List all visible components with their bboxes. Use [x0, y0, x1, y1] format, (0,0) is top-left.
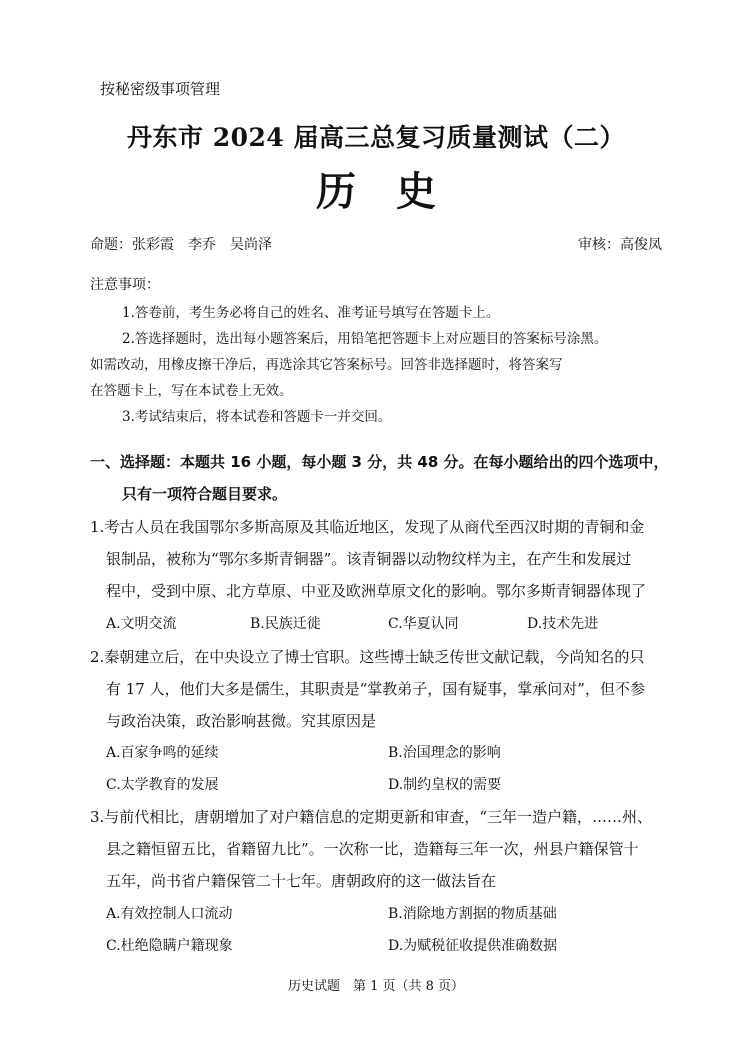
notice-heading: 注意事项： — [90, 277, 160, 293]
question-line: 1.考古人员在我国鄂尔多斯高原及其临近地区，发现了从商代至西汉时期的青铜和金 — [90, 518, 645, 536]
exam-title: 丹东市 2024 届高三总复习质量测试（二） — [127, 123, 625, 152]
option-d: D.技术先进 — [527, 616, 599, 632]
option-b: B.民族迁徙 — [250, 616, 321, 632]
option-c: C.华夏认同 — [388, 616, 459, 632]
question-line: 县之籍恒留五比，省籍留九比”。一次称一比，造籍每三年一次，州县户籍保管十 — [106, 840, 639, 858]
option-a: A.文明交流 — [106, 616, 177, 632]
option-d: D.为赋税征收提供准确数据 — [388, 938, 558, 954]
reviewer: 审核：高俊凤 — [578, 237, 662, 253]
option-b: B.消除地方割据的物质基础 — [388, 906, 557, 922]
subject-title: 历史 — [316, 168, 476, 215]
secrecy-label: 按秘密级事项管理 — [100, 80, 221, 98]
question-line: 与政治决策，政治影响甚微。究其原因是 — [106, 712, 377, 730]
section-heading-cont: 只有一项符合题目要求。 — [122, 485, 288, 503]
question-line: 程中，受到中原、北方草原、中亚及欧洲草原文化的影响。鄂尔多斯青铜器体现了 — [106, 582, 647, 600]
option-b: B.治国理念的影响 — [388, 745, 501, 761]
option-a: A.有效控制人口流动 — [106, 906, 233, 922]
notice-line: 在答题卡上，写在本试卷上无效。 — [90, 383, 293, 399]
option-c: C.太学教育的发展 — [106, 777, 219, 793]
notice-line: 3.考试结束后，将本试卷和答题卡一并交回。 — [122, 409, 392, 425]
question-line: 有 17 人，他们大多是儒生，其职责是“掌教弟子，国有疑事，掌承问对”，但不参 — [106, 680, 645, 698]
question-line: 银制品，被称为“鄂尔多斯青铜器”。该青铜器以动物纹样为主，在产生和发展过 — [106, 550, 632, 568]
option-c: C.杜绝隐瞒户籍现象 — [106, 938, 233, 954]
authors: 命题：张彩霞 李乔 吴尚泽 — [90, 237, 272, 253]
notice-line: 1.答卷前，考生务必将自己的姓名、准考证号填写在答题卡上。 — [122, 305, 500, 321]
question-line: 2.秦朝建立后，在中央设立了博士官职。这些博士缺乏传世文献记载，今尚知名的只 — [90, 648, 645, 666]
option-d: D.制约皇权的需要 — [388, 777, 502, 793]
notice-line: 如需改动，用橡皮擦干净后，再选涂其它答案标号。回答非选择题时，将答案写 — [90, 357, 563, 373]
option-a: A.百家争鸣的延续 — [106, 745, 219, 761]
section-heading: 一、选择题：本题共 16 小题，每小题 3 分，共 48 分。在每小题给出的四个选项中， — [90, 453, 669, 471]
page-footer: 历史试题 第 1 页（共 8 页） — [287, 979, 465, 994]
question-line: 3.与前代相比，唐朝增加了对户籍信息的定期更新和审查，“三年一造户籍，……州、 — [90, 808, 652, 826]
notice-line: 2.答选择题时，选出每小题答案后，用铅笔把答题卡上对应题目的答案标号涂黑。 — [122, 331, 608, 347]
question-line: 五年，尚书省户籍保管二十七年。唐朝政府的这一做法旨在 — [106, 872, 497, 890]
